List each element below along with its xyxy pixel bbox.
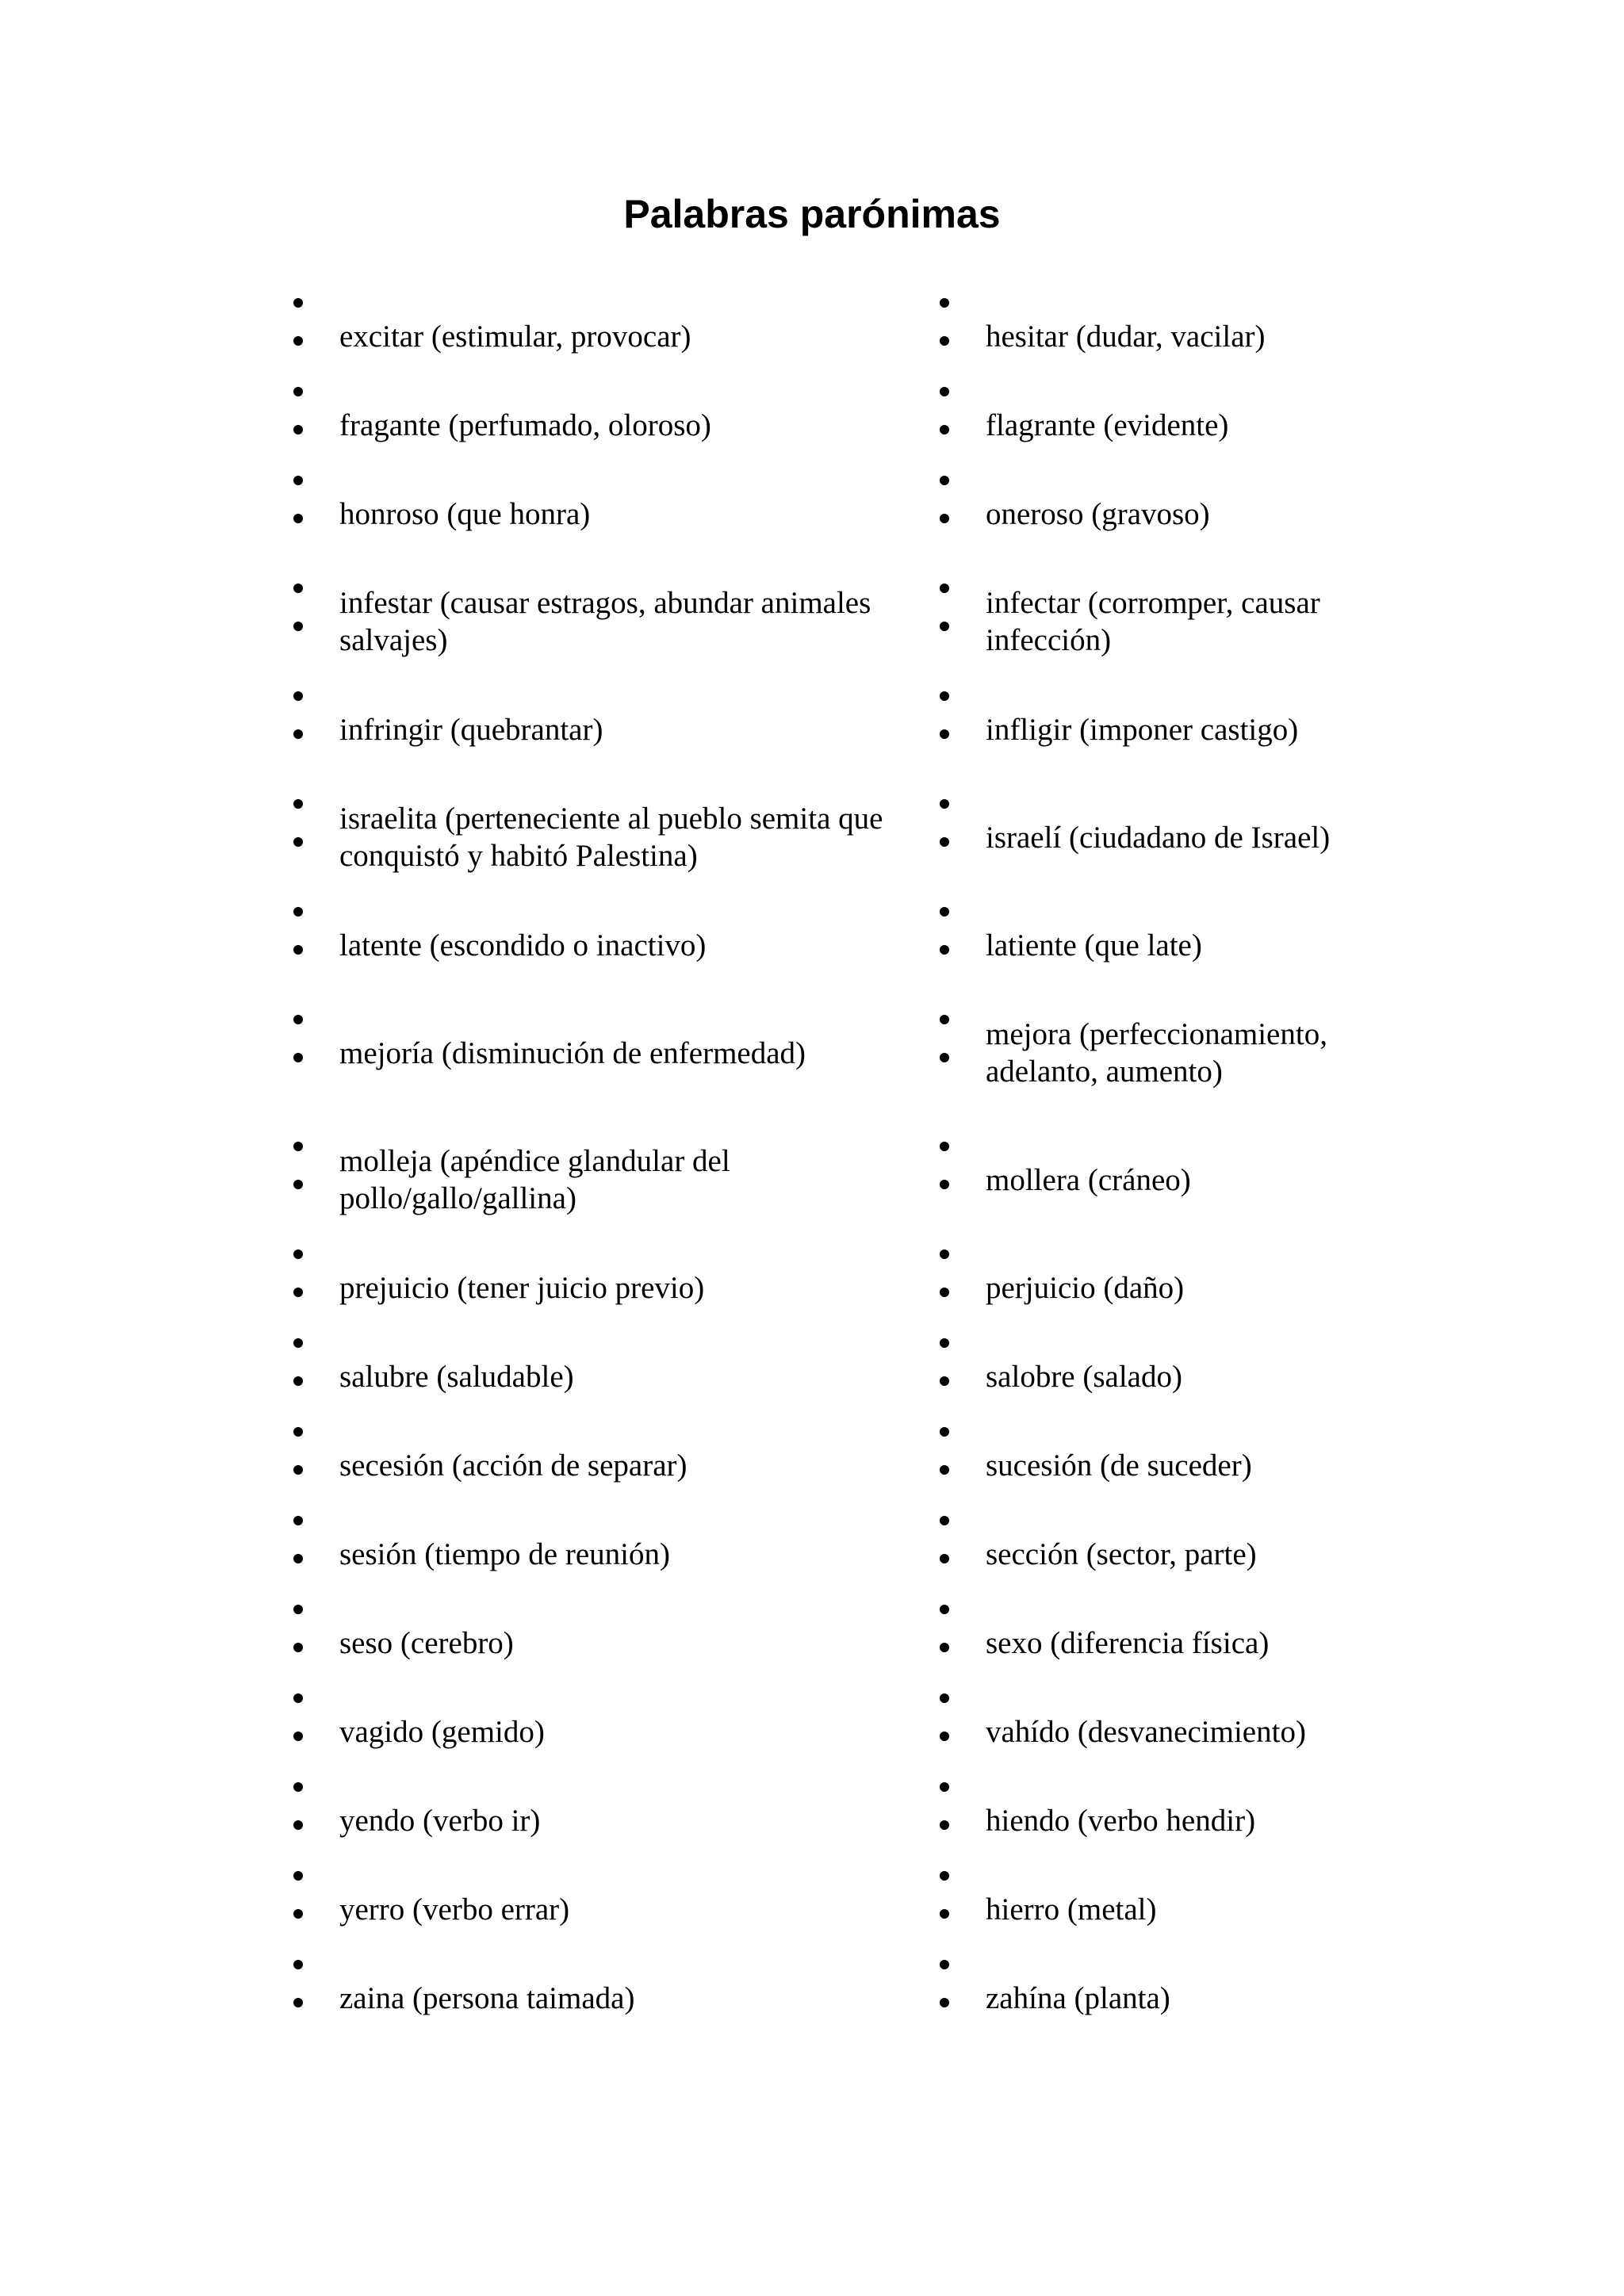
bullet-icon — [940, 622, 949, 631]
bullet-icon — [293, 1998, 303, 2007]
bullet-icon — [293, 1960, 303, 1969]
list-item — [932, 1318, 1439, 1406]
bullet-icon — [293, 1732, 303, 1741]
bullet-icon — [940, 514, 949, 523]
bullet-icon — [940, 691, 949, 701]
bullet-icon — [293, 837, 303, 847]
bullet-icon — [293, 691, 303, 701]
word-entry: israelita (perteneciente al pueblo semita que conquistó y habitó Palestina) — [339, 802, 883, 873]
list-item — [932, 1584, 1439, 1673]
word-entry: israelí (ciudadano de Israel) — [986, 820, 1331, 855]
bullet-icon — [293, 425, 303, 434]
word-entry: flagrante (evidente) — [986, 408, 1229, 442]
word-entry: hesitar (dudar, vacilar) — [986, 319, 1266, 354]
page-title: Palabras parónimas — [623, 192, 1001, 236]
word-entry: mollera (cráneo) — [986, 1162, 1191, 1197]
list-item — [932, 886, 1439, 975]
bullet-icon — [940, 1732, 949, 1741]
bullet-icon — [940, 1643, 949, 1652]
word-entry: vahído (desvanecimiento) — [986, 1714, 1306, 1749]
word-entry: secesión (acción de separar) — [339, 1448, 688, 1483]
bullet-icon — [940, 1142, 949, 1151]
bullet-icon — [940, 1288, 949, 1297]
right-column — [932, 277, 1439, 2028]
word-entry: seso (cerebro) — [339, 1625, 514, 1660]
bullet-icon — [293, 1554, 303, 1563]
bullet-icon — [940, 1693, 949, 1703]
word-entry: salubre (saludable) — [339, 1359, 574, 1394]
bullet-icon — [940, 584, 949, 593]
list-item — [932, 544, 1439, 671]
bullet-icon — [940, 1960, 949, 1969]
list-item — [932, 760, 1439, 886]
word-entry: excitar (estimular, provocar) — [339, 319, 691, 354]
bullet-icon — [940, 298, 949, 308]
list-item — [285, 1406, 896, 1495]
list-item — [285, 1495, 896, 1584]
bullet-icon — [293, 1338, 303, 1348]
word-entry: latiente (que late) — [986, 928, 1202, 962]
list-item — [285, 1939, 896, 2028]
list-item — [285, 975, 896, 1102]
bullet-icon — [293, 1465, 303, 1475]
word-entry: yerro (verbo errar) — [339, 1892, 570, 1927]
bullet-icon — [940, 907, 949, 916]
word-entry: latente (escondido o inactivo) — [339, 928, 707, 962]
bullet-icon — [940, 336, 949, 346]
bullet-icon — [293, 1053, 303, 1062]
bullet-icon — [293, 1643, 303, 1652]
word-entry: honroso (que honra) — [339, 496, 591, 531]
list-item — [285, 1229, 896, 1318]
word-entry: oneroso (gravoso) — [986, 496, 1210, 531]
left-column — [285, 277, 896, 2028]
list-item — [932, 455, 1439, 544]
bullet-icon — [293, 514, 303, 523]
word-entry: molleja (apéndice glandular del pollo/gallo/gallina) — [339, 1144, 730, 1215]
bullet-icon — [293, 622, 303, 631]
bullet-icon — [293, 1249, 303, 1259]
list-item — [932, 975, 1439, 1102]
list-item — [932, 1229, 1439, 1318]
bullet-icon — [940, 1909, 949, 1919]
bullet-icon — [293, 476, 303, 485]
bullet-icon — [293, 1376, 303, 1386]
bullet-icon — [940, 729, 949, 739]
bullet-icon — [940, 1427, 949, 1437]
bullet-icon — [293, 1909, 303, 1919]
bullet-icon — [293, 799, 303, 809]
bullet-icon — [293, 1015, 303, 1024]
bullet-icon — [940, 1998, 949, 2007]
word-entry: vagido (gemido) — [339, 1714, 545, 1749]
word-entry: sección (sector, parte) — [986, 1536, 1257, 1571]
bullet-icon — [293, 1871, 303, 1881]
bullet-icon — [293, 1427, 303, 1437]
list-item — [285, 671, 896, 760]
list-item — [932, 1102, 1439, 1229]
word-entry: mejora (perfeccionamiento, adelanto, aumento) — [986, 1017, 1327, 1089]
list-item — [932, 1850, 1439, 1939]
word-entry: prejuicio (tener juicio previo) — [339, 1270, 705, 1305]
bullet-icon — [940, 1053, 949, 1062]
bullet-icon — [293, 1288, 303, 1297]
list-item — [285, 1318, 896, 1406]
list-item — [285, 886, 896, 975]
list-item — [932, 1939, 1439, 2028]
bullet-icon — [940, 799, 949, 809]
bullet-icon — [940, 1465, 949, 1475]
bullet-icon — [940, 837, 949, 847]
word-entry: hierro (metal) — [986, 1892, 1157, 1927]
list-item — [285, 1762, 896, 1850]
bullet-icon — [293, 584, 303, 593]
list-item — [285, 1673, 896, 1762]
bullet-icon — [940, 945, 949, 955]
list-item — [932, 1673, 1439, 1762]
word-entry: infringir (quebrantar) — [339, 712, 603, 747]
bullet-icon — [940, 387, 949, 396]
word-entry: infestar (causar estragos, abundar animales salvajes) — [339, 586, 871, 657]
list-item — [285, 455, 896, 544]
bullet-icon — [293, 1142, 303, 1151]
list-item — [285, 1850, 896, 1939]
list-item — [932, 1406, 1439, 1495]
list-item — [932, 277, 1439, 366]
word-entry: sesión (tiempo de reunión) — [339, 1536, 670, 1571]
bullet-icon — [940, 1871, 949, 1881]
bullet-icon — [940, 476, 949, 485]
word-entry: zaina (persona taimada) — [339, 1980, 635, 2015]
bullet-icon — [293, 1516, 303, 1525]
bullet-icon — [940, 1820, 949, 1830]
bullet-icon — [293, 729, 303, 739]
bullet-icon — [293, 387, 303, 396]
word-entry: salobre (salado) — [986, 1359, 1182, 1394]
bullet-icon — [940, 1180, 949, 1189]
bullet-icon — [293, 336, 303, 346]
list-item — [285, 277, 896, 366]
bullet-icon — [293, 1605, 303, 1614]
word-entry: mejoría (disminución de enfermedad) — [339, 1035, 806, 1070]
list-item — [932, 366, 1439, 455]
bullet-icon — [293, 1820, 303, 1830]
word-entry: yendo (verbo ir) — [339, 1803, 541, 1838]
bullet-icon — [940, 1782, 949, 1792]
list-item — [285, 760, 896, 886]
bullet-icon — [940, 1376, 949, 1386]
bullet-icon — [293, 1180, 303, 1189]
list-item — [932, 1762, 1439, 1850]
list-item — [932, 671, 1439, 760]
bullet-icon — [940, 1338, 949, 1348]
list-item — [285, 1102, 896, 1229]
word-entry: hiendo (verbo hendir) — [986, 1803, 1256, 1838]
word-entry: perjuicio (daño) — [986, 1270, 1185, 1305]
word-entry: infectar (corromper, causar infección) — [986, 586, 1320, 657]
list-item — [932, 1495, 1439, 1584]
bullet-icon — [940, 1554, 949, 1563]
bullet-icon — [293, 1782, 303, 1792]
list-item — [285, 366, 896, 455]
word-entry: sexo (diferencia física) — [986, 1625, 1270, 1660]
word-entry: zahína (planta) — [986, 1980, 1170, 2015]
bullet-icon — [293, 1693, 303, 1703]
bullet-icon — [940, 1516, 949, 1525]
word-entry: sucesión (de suceder) — [986, 1448, 1252, 1483]
bullet-icon — [940, 1249, 949, 1259]
bullet-icon — [293, 945, 303, 955]
word-entry: infligir (imponer castigo) — [986, 712, 1299, 747]
bullet-icon — [940, 1015, 949, 1024]
bullet-icon — [293, 907, 303, 916]
list-item — [285, 544, 896, 671]
bullet-icon — [940, 425, 949, 434]
bullet-icon — [293, 298, 303, 308]
word-entry: fragante (perfumado, oloroso) — [339, 408, 711, 442]
list-item — [285, 1584, 896, 1673]
bullet-icon — [940, 1605, 949, 1614]
